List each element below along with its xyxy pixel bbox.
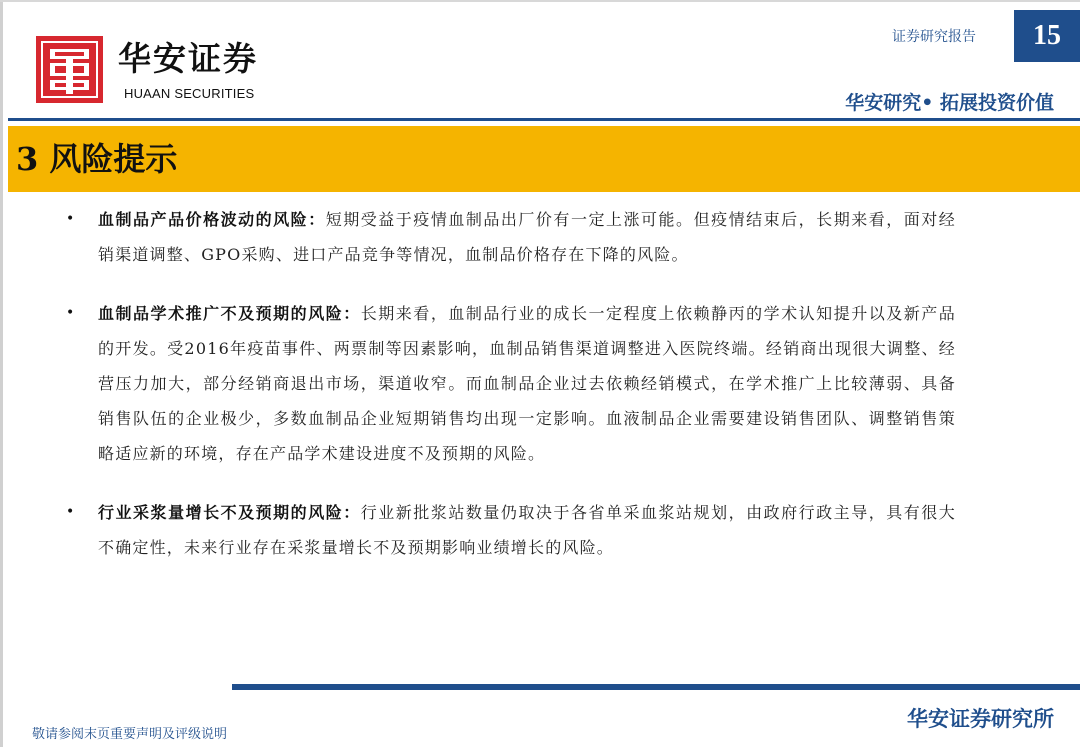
bullet-icon: • xyxy=(66,305,75,321)
risk-paragraph xyxy=(98,296,956,471)
page-border-left xyxy=(0,0,3,747)
risk-item-plasma-collection xyxy=(66,495,956,565)
page-border-top xyxy=(0,0,1080,2)
footer-organization: 华安证券研究所 xyxy=(907,707,1054,731)
risk-label: 血制品产品价格波动的风险： xyxy=(98,210,326,229)
section-banner xyxy=(8,126,1080,192)
page-number: 15 xyxy=(1014,10,1080,62)
header-tagline: 华安研究• 拓展投资价值 xyxy=(845,92,1054,114)
risk-item-price-volatility xyxy=(66,202,956,272)
bullet-icon: • xyxy=(66,504,75,520)
header-divider xyxy=(8,118,1080,121)
risk-list xyxy=(66,202,956,589)
huaan-logo-icon xyxy=(36,36,103,103)
bullet-icon: • xyxy=(66,211,75,227)
logo-english-wordmark: HUAAN SECURITIES xyxy=(124,86,255,101)
risk-description: 行业新批浆站数量仍取决于各省单采血浆站规划，由政府行政主导，具有很大不确定性，未来行业存在采浆量增长不及预期影响业绩增长的风险。 xyxy=(98,503,956,557)
logo-chinese-wordmark: 华安证券 xyxy=(118,39,258,78)
risk-paragraph xyxy=(98,202,956,272)
risk-label: 血制品学术推广不及预期的风险： xyxy=(98,304,361,323)
risk-label: 行业采浆量增长不及预期的风险： xyxy=(98,503,361,522)
report-type-label: 证券研究报告 xyxy=(892,29,976,45)
footer-disclaimer: 敬请参阅末页重要声明及评级说明 xyxy=(32,727,228,742)
risk-description: 长期来看，血制品行业的成长一定程度上依赖静丙的学术认知提升以及新产品的开发。受2016年疫苗事件、两票制等因素影响，血制品销售渠道调整进入医院终端。经销商出现很大调整、经营压力加大，部分经销商退出市场，渠道收窄。而血制品企业过去依赖经销模式，在学术推广上比较薄弱、具备销售队伍的企业极少，多数血制品企业短期销售均出现一定影响。血液制品企业需要建设销售团队、调整销售策略适应新的环境，存在产品学术建设进度不及预期的风险。 xyxy=(98,304,956,463)
risk-item-academic-promotion xyxy=(66,296,956,471)
section-title: 3 风险提示 xyxy=(16,140,178,178)
footer-divider xyxy=(232,684,1080,690)
risk-paragraph xyxy=(98,495,956,565)
risk-description: 短期受益于疫情血制品出厂价有一定上涨可能。但疫情结束后，长期来看，面对经销渠道调整、GPO采购、进口产品竞争等情况，血制品价格存在下降的风险。 xyxy=(98,210,956,264)
